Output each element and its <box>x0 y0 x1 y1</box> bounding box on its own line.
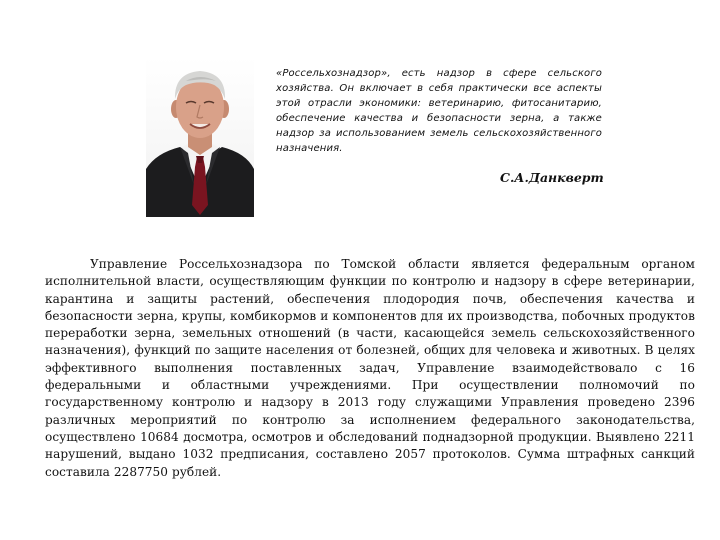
quote-author: С.А.Данкверт <box>500 170 604 185</box>
portrait-photo <box>146 57 254 217</box>
quote-text: «Россельхознадзор», есть надзор в сфере сельского хозяйства. Он включает в себя практически все аспекты этой отрасли экономики: ветеринарию, фитосанитарию, обеспечение качества и безопасности зерна, а также надзор за использованием земель сельскохозяйственного назначения. <box>276 68 602 155</box>
body-paragraph: Управление Россельхознадзора по Томской области является федеральным органом исполнительной власти, осуществляющим функции по контролю и надзору в сфере ветеринарии, карантина и защиты растений, обеспечения плодородия почв, обеспечения качества и безопасности зерна, крупы, комбикормов и компонентов для их производства, побочных продуктов переработки зерна, земельных отношений (в части, касающейся земель сельскохозяйственного назначения), функций по защите населения от болезней, общих для человека и животных. В целях эффективного выполнения поставленных задач, Управление взаимодействовало с 16 федеральными и областными учреждениями. При осуществлении полномочий по государственному контролю и надзору в 2013 году служащими Управления проведено 2396 различных мероприятий по контролю за исполнением федерального законодательства, осуществлено 10684 досмотра, осмотров и обследований поднадзорной продукции. Выявлено 2211 нарушений, выдано 1032 предписания, составлено 2057 протоколов. Сумма штрафных санкций составила 2287750 рублей. <box>45 257 695 479</box>
portrait-icon <box>146 57 254 217</box>
